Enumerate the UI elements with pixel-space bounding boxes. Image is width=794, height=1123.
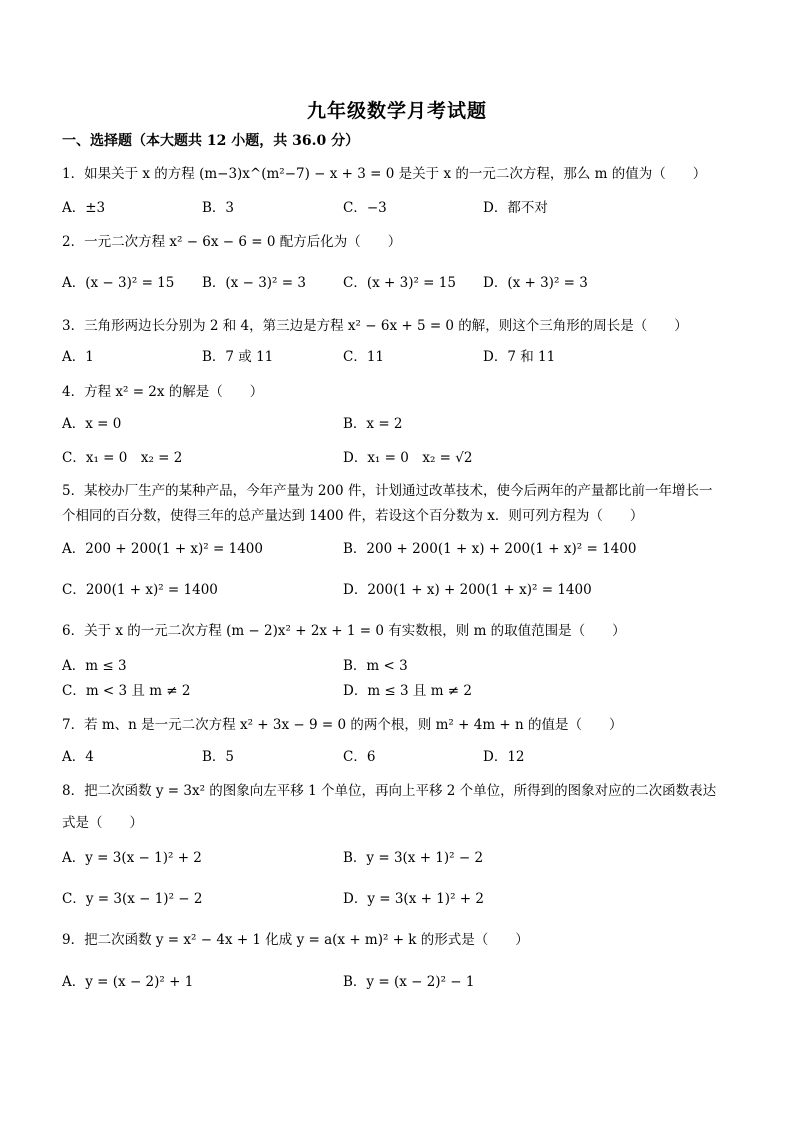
question-1-stem: 1．如果关于 x 的方程 (m−3)x^(m²−7) − x + 3 = 0 是关于 x 的一元二次方程，那么 m 的值为（ ） bbox=[62, 166, 707, 182]
q3-option-a: A．1 bbox=[62, 349, 94, 365]
question-3-stem: 3．三角形两边长分别为 2 和 4，第三边是方程 x² − 6x + 5 = 0 的解，则这个三角形的周长是（ ） bbox=[62, 318, 688, 334]
q1-option-a: A．±3 bbox=[62, 200, 106, 216]
page-title: 九年级数学月考试题 bbox=[306, 100, 487, 122]
section-heading: 一、选择题（本大题共 12 小题，共 36.0 分） bbox=[62, 133, 360, 149]
q1-option-d: D．都不对 bbox=[483, 200, 548, 216]
q7-option-c: C．6 bbox=[343, 749, 376, 765]
question-7-stem: 7．若 m、n 是一元二次方程 x² + 3x − 9 = 0 的两个根，则 m² + 4m + n 的值是（ ） bbox=[62, 717, 623, 733]
q6-option-b: B．m < 3 bbox=[343, 658, 408, 674]
q3-option-b: B．7 或 11 bbox=[202, 349, 274, 365]
q6-option-d: D．m ≤ 3 且 m ≠ 2 bbox=[343, 683, 472, 699]
q8-option-b: B．y = 3(x + 1)² − 2 bbox=[343, 850, 484, 866]
q2-option-a: A．(x − 3)² = 15 bbox=[62, 275, 175, 291]
q6-option-c: C．m < 3 且 m ≠ 2 bbox=[62, 683, 191, 699]
q4-option-a: A．x = 0 bbox=[62, 416, 122, 432]
q4-option-c: C．x₁ = 0 x₂ = 2 bbox=[62, 450, 183, 466]
q8-option-a: A．y = 3(x − 1)² + 2 bbox=[62, 850, 202, 866]
question-9-stem: 9．把二次函数 y = x² − 4x + 1 化成 y = a(x + m)² + k 的形式是（ ） bbox=[62, 932, 529, 948]
q2-option-b: B．(x − 3)² = 3 bbox=[202, 275, 306, 291]
question-5-stem-line-1: 5．某校办厂生产的某种产品，今年产量为 200 件，计划通过改革技术，使今后两年的产量都比前一年增长一 bbox=[62, 483, 713, 499]
q5-option-d: D．200(1 + x) + 200(1 + x)² = 1400 bbox=[343, 582, 592, 598]
q3-option-d: D．7 和 11 bbox=[483, 349, 556, 365]
question-8-stem-line-2: 式是（ ） bbox=[62, 815, 143, 831]
q8-option-d: D．y = 3(x + 1)² + 2 bbox=[343, 891, 484, 907]
question-5-stem-line-2: 个相同的百分数，使得三年的总产量达到 1400 件，若设这个百分数为 x．则可列方程为（ ） bbox=[62, 508, 644, 524]
q6-option-a: A．m ≤ 3 bbox=[62, 658, 127, 674]
q8-option-c: C．y = 3(x − 1)² − 2 bbox=[62, 891, 203, 907]
q4-option-b: B．x = 2 bbox=[343, 416, 403, 432]
q2-option-d: D．(x + 3)² = 3 bbox=[483, 275, 588, 291]
q1-option-b: B．3 bbox=[202, 200, 235, 216]
q9-option-b: B．y = (x − 2)² − 1 bbox=[343, 974, 475, 990]
q5-option-c: C．200(1 + x)² = 1400 bbox=[62, 582, 218, 598]
question-4-stem: 4．方程 x² = 2x 的解是（ ） bbox=[62, 384, 264, 400]
q7-option-d: D．12 bbox=[483, 749, 525, 765]
q9-option-a: A．y = (x − 2)² + 1 bbox=[62, 974, 194, 990]
q2-option-c: C．(x + 3)² = 15 bbox=[343, 275, 456, 291]
question-8-stem-line-1: 8．把二次函数 y = 3x² 的图象向左平移 1 个单位，再向上平移 2 个单位，所得到的图象对应的二次函数表达 bbox=[62, 783, 717, 799]
question-2-stem: 2．一元二次方程 x² − 6x − 6 = 0 配方后化为（ ） bbox=[62, 234, 402, 250]
q7-option-b: B．5 bbox=[202, 749, 235, 765]
question-6-stem: 6．关于 x 的一元二次方程 (m − 2)x² + 2x + 1 = 0 有实数根，则 m 的取值范围是（ ） bbox=[62, 623, 626, 639]
q3-option-c: C．11 bbox=[343, 349, 385, 365]
q5-option-a: A．200 + 200(1 + x)² = 1400 bbox=[62, 541, 263, 557]
q7-option-a: A．4 bbox=[62, 749, 94, 765]
q4-option-d: D．x₁ = 0 x₂ = √2 bbox=[343, 450, 473, 466]
q1-option-c: C．−3 bbox=[343, 200, 387, 216]
q5-option-b: B．200 + 200(1 + x) + 200(1 + x)² = 1400 bbox=[343, 541, 637, 557]
